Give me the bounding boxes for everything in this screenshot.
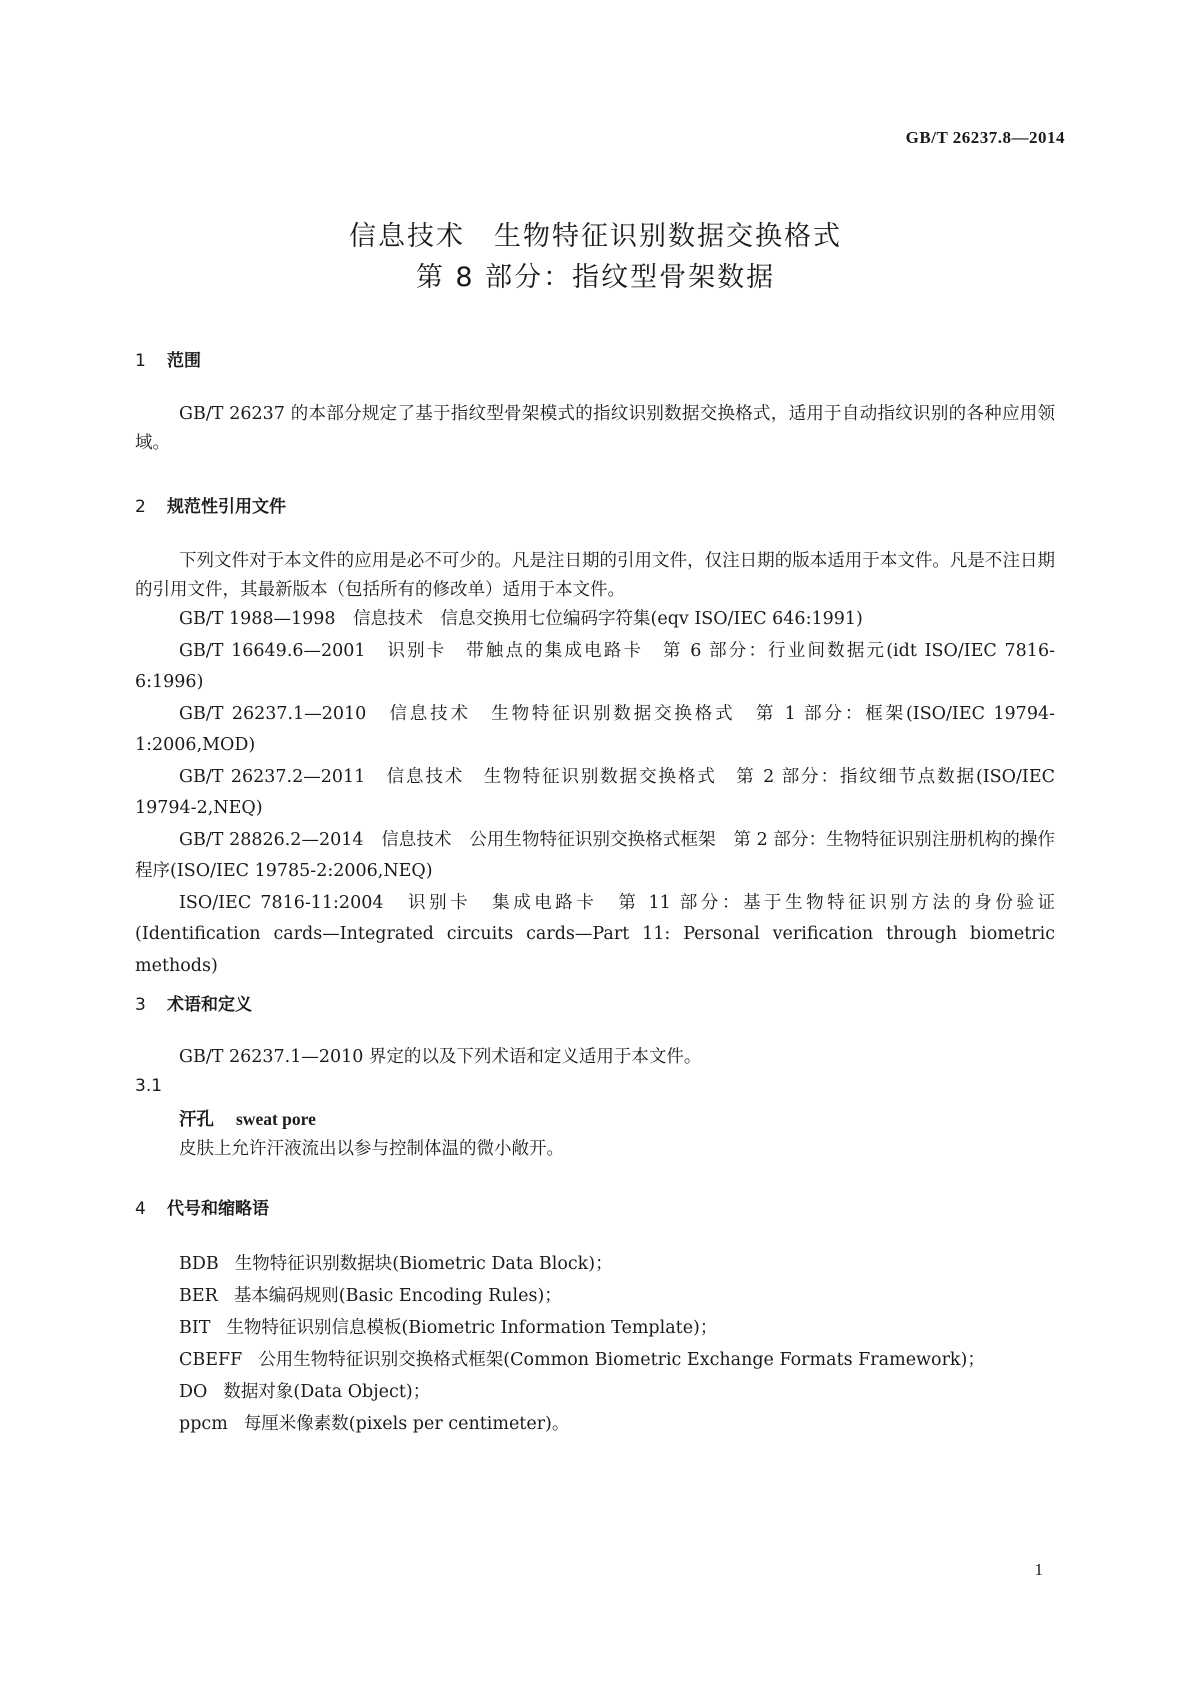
reference-item: GB/T 16649.6—2001 识别卡 带触点的集成电路卡 第 6 部分：行业间数据元(idt ISO/IEC 7816-6:1996) [135,640,1055,692]
term-number: 3.1 [135,1076,163,1096]
abbreviation-item [179,1408,1059,1440]
term-definition: 皮肤上允许汗液流出以参与控制体温的微小敞开。 [179,1139,564,1159]
section-title: 规范性引用文件 [167,497,286,517]
references-intro: 下列文件对于本文件的应用是必不可少的。凡是注日期的引用文件，仅注日期的版本适用于本文件。凡是不注日期的引用文件，其最新版本（包括所有的修改单）适用于本文件。 [135,551,1055,600]
abbreviation-item [179,1248,1059,1280]
document-title-line2: 第 8 部分：指纹型骨架数据 [415,262,776,293]
abbreviation-code: CBEFF [179,1350,243,1370]
section-title: 范围 [167,351,201,371]
reference-item: GB/T 26237.2—2011 信息技术 生物特征识别数据交换格式 第 2 部分：指纹细节点数据(ISO/IEC 19794-2,NEQ) [135,766,1055,818]
section-number: 3 [135,995,146,1015]
section-2-heading [135,492,286,517]
scope-paragraph: GB/T 26237 的本部分规定了基于指纹型骨架模式的指纹识别数据交换格式，适用于自动指纹识别的各种应用领域。 [135,404,1055,453]
document-title-line1: 信息技术 生物特征识别数据交换格式 [349,221,842,252]
abbreviation-item [179,1312,1059,1344]
section-title: 术语和定义 [167,995,252,1015]
abbreviation-code: ppcm [179,1414,228,1434]
reference-list [135,604,1055,982]
term-english: sweat pore [236,1109,316,1129]
section-3-heading [135,990,252,1015]
section-4-heading [135,1194,269,1219]
section-title: 代号和缩略语 [167,1199,269,1219]
abbreviation-list [179,1248,1059,1440]
section-1-heading [135,346,201,371]
reference-item: GB/T 28826.2—2014 信息技术 公用生物特征识别交换格式框架 第 2 部分：生物特征识别注册机构的操作程序(ISO/IEC 19785-2:2006,NEQ) [135,829,1055,881]
section-number: 2 [135,497,146,517]
abbreviation-item [179,1376,1059,1408]
abbreviation-text: 基本编码规则(Basic Encoding Rules)； [233,1286,562,1306]
section-number: 4 [135,1199,146,1219]
page-number: 1 [1034,1560,1043,1579]
standard-number: GB/T 26237.8—2014 [905,128,1065,147]
abbreviation-item [179,1280,1059,1312]
abbreviation-code: BER [179,1286,218,1306]
abbreviation-code: BIT [179,1318,211,1338]
term-chinese: 汗孔 [179,1110,214,1130]
reference-item: ISO/IEC 7816-11:2004 识别卡 集成电路卡 第 11 部分：基于生物特征识别方法的身份验证(Identification cards—Integrated circuits cards—Part 11: Personal verification through biometric methods) [135,892,1055,976]
terms-intro: GB/T 26237.1—2010 界定的以及下列术语和定义适用于本文件。 [179,1047,702,1067]
abbreviation-code: BDB [179,1254,219,1274]
term-entry [179,1106,316,1131]
abbreviation-code: DO [179,1382,208,1402]
abbreviation-text: 每厘米像素数(pixels per centimeter)。 [243,1414,570,1434]
abbreviation-text: 公用生物特征识别交换格式框架(Common Biometric Exchange Formats Framework)； [258,1350,985,1370]
abbreviation-text: 生物特征识别数据块(Biometric Data Block)； [234,1254,613,1274]
reference-item: GB/T 1988—1998 信息技术 信息交换用七位编码字符集(eqv ISO/IEC 646:1991) [179,609,863,629]
abbreviation-text: 数据对象(Data Object)； [223,1382,431,1402]
reference-item: GB/T 26237.1—2010 信息技术 生物特征识别数据交换格式 第 1 部分：框架(ISO/IEC 19794-1:2006,MOD) [135,703,1055,755]
section-number: 1 [135,351,146,371]
abbreviation-text: 生物特征识别信息模板(Biometric Information Template)； [226,1318,718,1338]
abbreviation-item [179,1344,1059,1376]
